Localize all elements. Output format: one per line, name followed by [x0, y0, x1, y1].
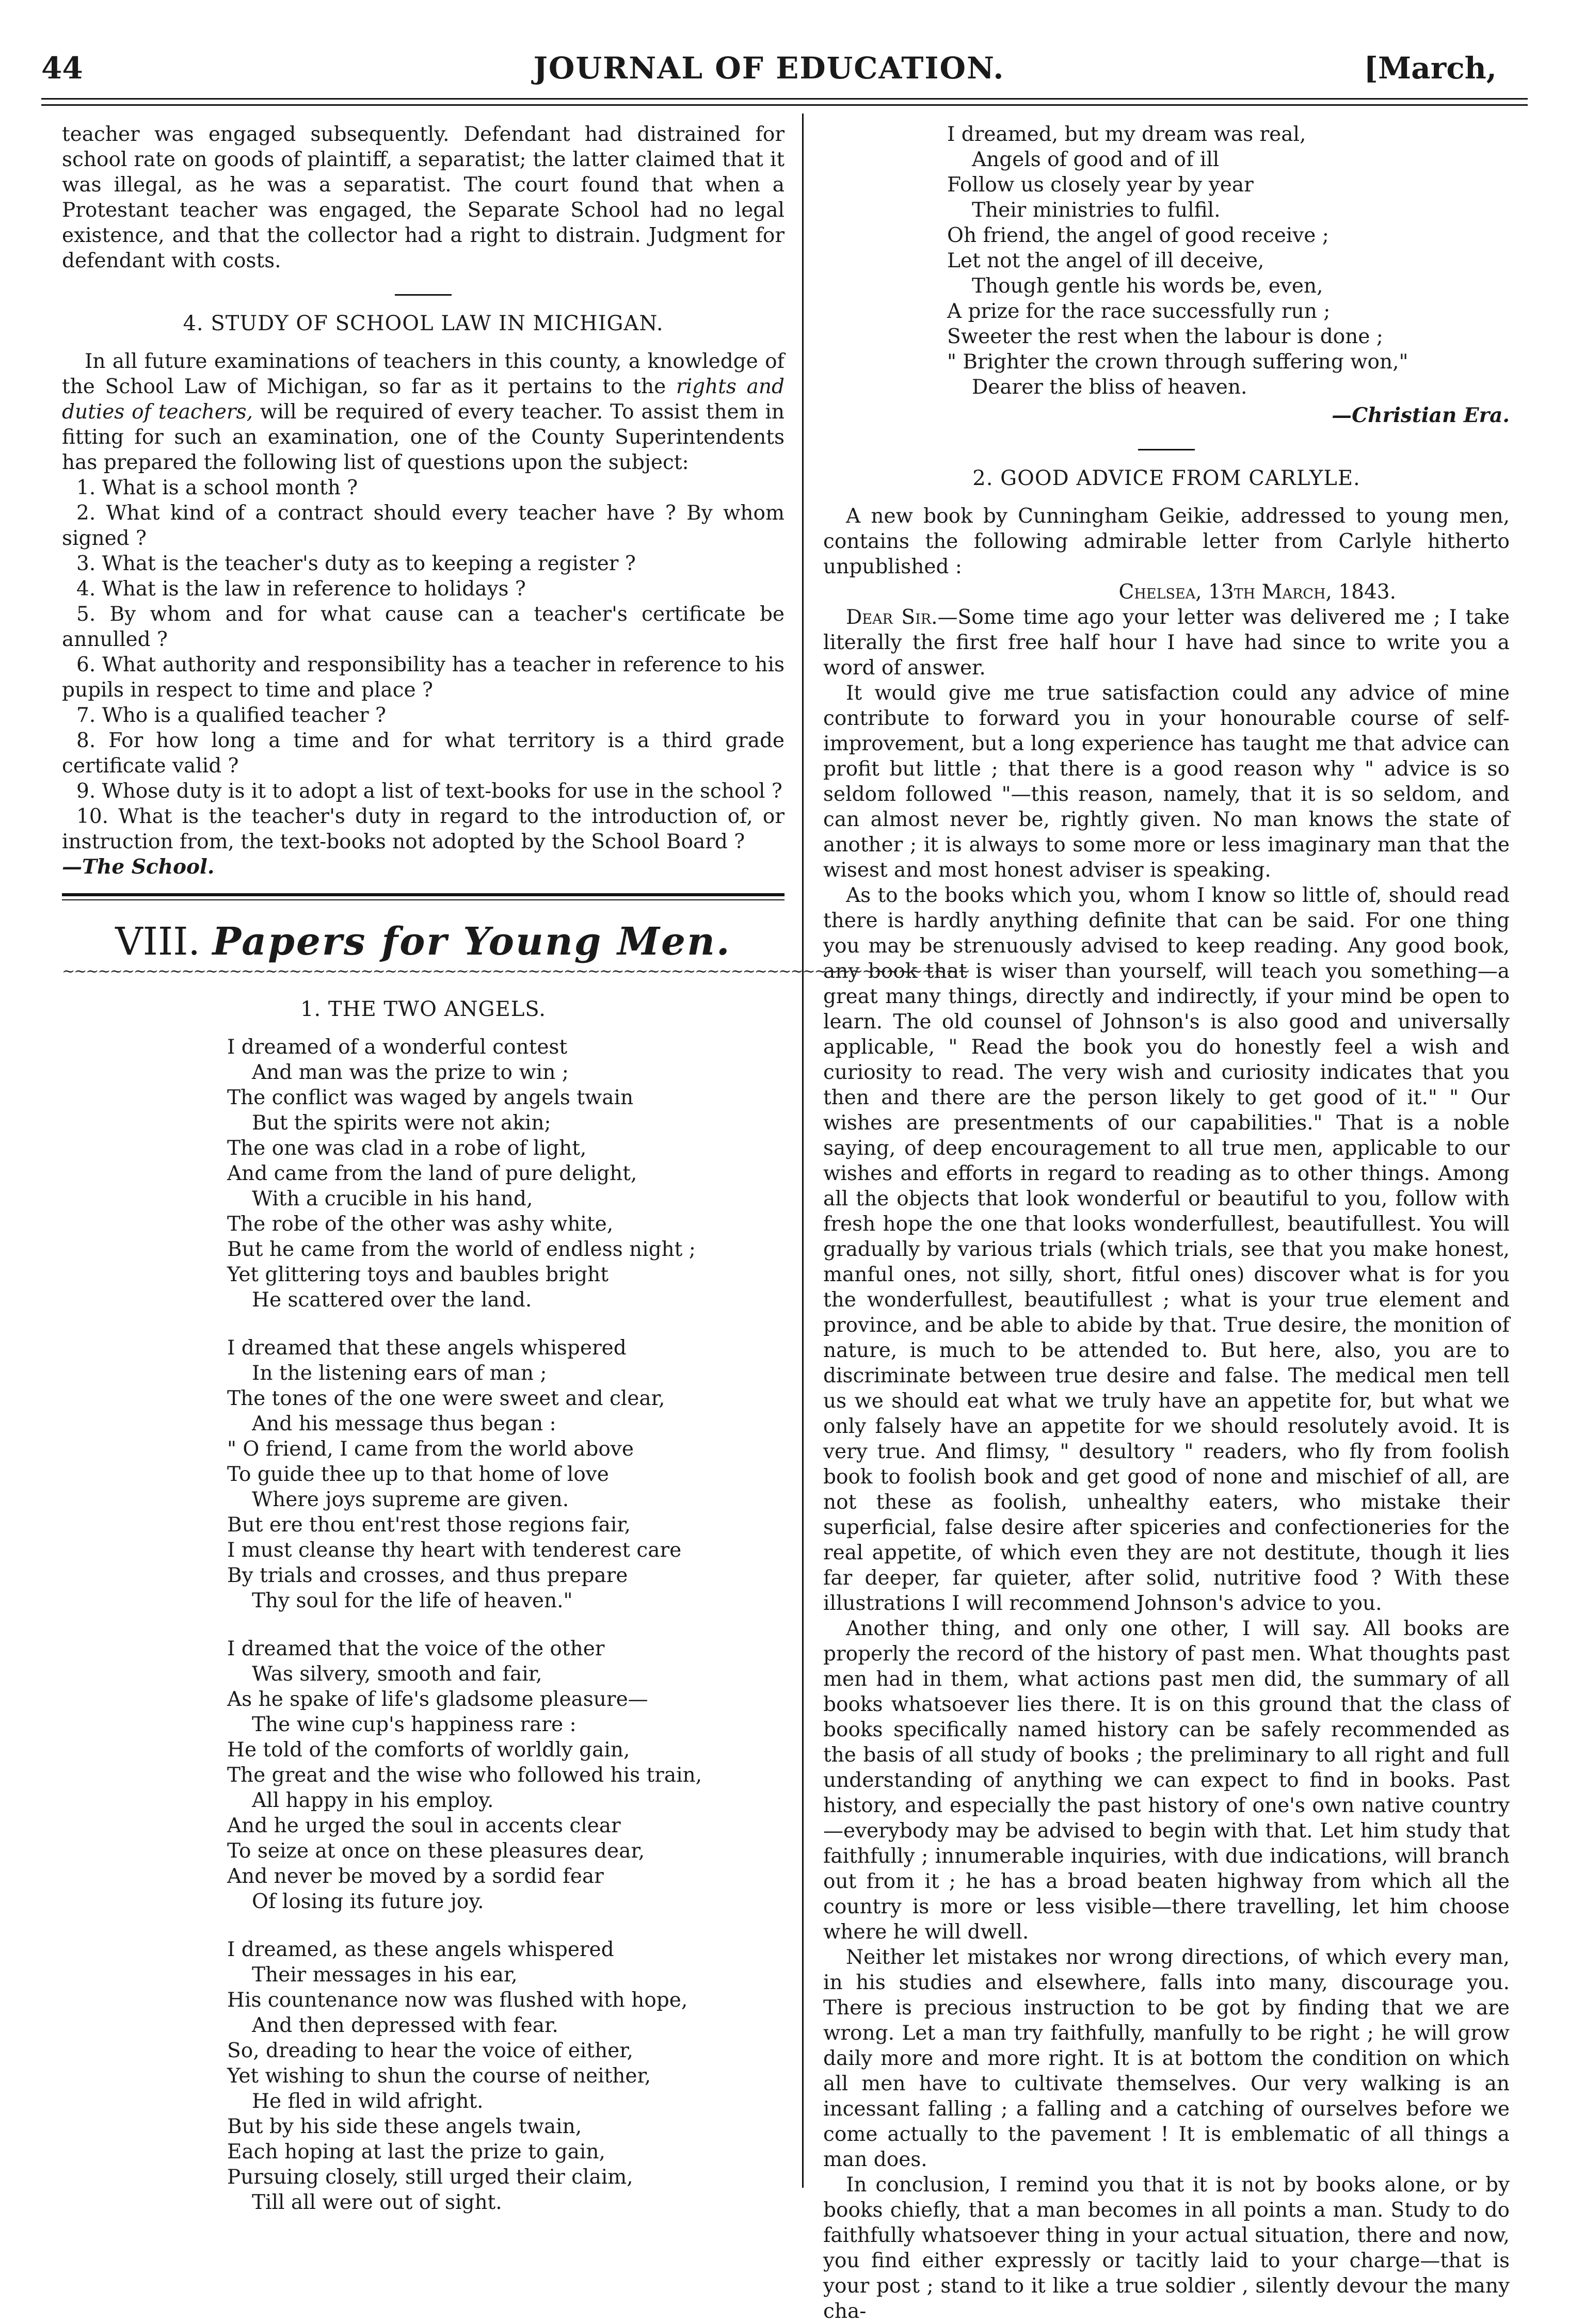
ornamental-divider: ~~~~~~~~~~~~~~~~~~~~~~~~~~~~~~~~~~~~~~~~~~~~~~~~~~~~~~~~~~~~~~~~~~~~~~~~~~~~ — [62, 962, 970, 980]
poem-line: And his message thus began : — [252, 1412, 556, 1435]
question-item: 8. For how long a time and for what territory is a third grade certificate valid ? — [62, 729, 784, 778]
poem-line: The tones of the one were sweet and clear, — [227, 1387, 665, 1410]
section-heading-school-law: 4. STUDY OF SCHOOL LAW IN MICHIGAN. — [183, 312, 664, 335]
poem-line: The conflict was waged by angels twain — [227, 1086, 634, 1109]
poem-line: And never be moved by a sordid fear — [227, 1865, 604, 1888]
poem-line: He told of the comforts of worldly gain, — [227, 1738, 630, 1762]
poem-line: Where joys supreme are given. — [252, 1488, 569, 1511]
poem-line: Till all were out of sight. — [252, 2191, 502, 2214]
poem-stanza — [227, 1937, 784, 2215]
poem-line: Their messages in his ear, — [252, 1963, 518, 1987]
poem-stanza — [227, 1035, 784, 1313]
question-item: 10. What is the teacher's duty in regard to the introduction of, or instruction from, the text-books not adopted by the School Board ? — [62, 805, 784, 853]
journal-title: JOURNAL OF EDUCATION. — [533, 51, 1005, 86]
poem-line: And came from the land of pure delight, — [227, 1162, 637, 1185]
letter-opening: —Some time ago your letter was delivered me ; I take literally the first free half hour I have had since to write you a word of answer. — [823, 606, 1510, 680]
poem-line: To guide thee up to that home of love — [227, 1463, 609, 1486]
intro-text-b: will be required of every teacher. To assist them in fitting for such an examination, one of the County Superintendents has prepared the following list of questions upon the subject: — [62, 400, 784, 474]
part-title: Papers for Young Men. — [212, 919, 731, 964]
poem-line: Though gentle his words be, even, — [972, 275, 1323, 298]
poem-source: —Christian Era. — [1332, 404, 1510, 427]
question-item: 3. What is the teacher's duty as to keeping a register ? — [76, 552, 636, 575]
question-item: 7. Who is a qualified teacher ? — [76, 704, 386, 727]
poem-line: All happy in his employ. — [252, 1789, 494, 1812]
part-numeral: VIII. — [115, 919, 200, 964]
letter-dateline: Chelsea, 13th March, 1843. — [1118, 580, 1396, 604]
question-item: 6. What authority and responsibility has a teacher in reference to his pupils in respect to time and place ? — [62, 653, 784, 702]
intro-text-a: In all future examinations of teachers in this county, a knowledge of the School Law of Michigan, so far as it pertains to the — [62, 350, 784, 398]
poem-line: But ere thou ent'rest those regions fair, — [227, 1513, 631, 1537]
poem-line: I dreamed, as these angels whispered — [227, 1938, 614, 1961]
poem-line: Oh friend, the angel of good receive ; — [947, 224, 1329, 247]
poem-line: " Brighter the crown through suffering won," — [947, 350, 1408, 374]
right-column — [823, 122, 1510, 2324]
question-item: 4. What is the law in reference to holidays ? — [76, 577, 526, 601]
page-number: 44 — [41, 51, 83, 86]
letter-salutation: Dear Sir. — [846, 606, 938, 629]
poem-two-angels-end — [947, 122, 1510, 400]
poem-line: And man was the prize to win ; — [252, 1061, 569, 1084]
poem-line: And he urged the soul in accents clear — [227, 1814, 621, 1837]
poem-line: The robe of the other was ashy white, — [227, 1213, 614, 1236]
school-law-intro — [62, 349, 784, 475]
poem-line: Yet wishing to shun the course of neither, — [227, 2064, 651, 2088]
part-rule-thick — [62, 893, 784, 896]
letter-paragraph: Neither let mistakes nor wrong directions, of which every man, in his studies and elsewhere, falls into many, discourage you. There is precious instruction to be got by finding that we are wrong. Let a man try faithfully, manfully to be right ; he will grow daily more and more right. It is at bottom the condition on which all men have to cultivate themselves. Our very walking is an incessant falling ; a falling and a catching of ourselves before we come actually to the pavement ! It is emblematic of all things a man does. — [823, 1946, 1510, 2171]
poem-line: The wine cup's happiness rare : — [252, 1713, 577, 1736]
poem-line: In the listening ears of man ; — [252, 1362, 547, 1385]
section-separator — [1138, 449, 1195, 450]
poem-line: Thy soul for the life of heaven." — [252, 1589, 573, 1612]
poem-line: Sweeter the rest when the labour is done ; — [947, 325, 1383, 348]
section-heading-carlyle: 2. GOOD ADVICE FROM CARLYLE. — [972, 466, 1360, 490]
poem-line: I dreamed of a wonderful contest — [227, 1036, 568, 1059]
poem-line: I dreamed that the voice of the other — [227, 1637, 605, 1660]
question-item: 2. What kind of a contract should every teacher have ? By whom signed ? — [62, 502, 784, 550]
poem-line: " O friend, I came from the world above — [227, 1438, 634, 1461]
letter-paragraph: Another thing, and only one other, I will say. All books are properly the record of the history of past men. What thoughts past men had in them, what actions past men did, the summary of all books whatsoever lies there. It is on this ground that the class of books specifically named history can be safely recommended as the basis of all study of books ; the preliminary to all right and full understanding of anything we can expect to find in books. Past history, and especially the past history of one's own native country—everybody may be advised to begin with that. Let him study that faithfully ; innumerable inquiries, with due indications, will branch out from it ; he has a broad beaten highway from which all the country is more or less visible—there travelling, let him choose where he will dwell. — [823, 1617, 1510, 1944]
part-heading — [62, 919, 784, 964]
poem-line: Their ministries to fulfil. — [972, 199, 1221, 222]
poem-line: So, dreading to hear the voice of either, — [227, 2039, 633, 2062]
letter-paragraph: As to the books which you, whom I know so little of, should read there is hardly anything definite that can be said. For one thing you may be strenuously advised to keep reading. Any good book, any book that is wiser than yourself, will teach you something—a great many things, directly and indirectly, if your mind be open to learn. The old counsel of Johnson's is also good and universally applicable, " Read the book you do honestly feel a wish and curiosity to read. The very wish and curiosity indicates that you then and there are the person likely to get good of it." " Our wishes are presentments of our capabilities." That is a noble saying, of deep encouragement to all true men, applicable to our wishes and efforts in regard to reading as to other things. Among all the objects that look wonderful or beautiful to you, follow with fresh hope the one that looks wonderfullest, beautifullest. You will gradually by various trials (which trials, see that you make honest, manful ones, not silly, short, fitful ones) discover what is for you the wonderfullest, beautifullest ; what is your true element and province, and be able to abide by that. True desire, the monition of nature, is much to be attended to. But here, also, you are to discriminate between true desire and false. The medical men tell us we should eat what we truly have an appetite for, but what we only falsely have an appetite for we should resolutely avoid. It is very true. And flimsy, " desultory " readers, who fly from foolish book to foolish book and get good of none and mischief of all, are not these as foolish, unhealthy eaters, who mistake their superficial, false desire after spiceries and confectioneries for the real appetite, of which even they are not destitute, though it lies far deeper, far quieter, after solid, nutritive food ? With these illustrations I will recommend Johnson's advice to you. — [823, 884, 1510, 1615]
letter-paragraph: In conclusion, I remind you that it is not by books alone, or by books chiefly, that a man becomes in all points a man. Study to do faithfully whatsoever thing in your actual situation, there and now, you find either expressly or tacitly laid to your charge—that is your post ; stand to it like a true soldier , silently devour the many cha- — [823, 2173, 1510, 2323]
header-rule — [41, 98, 1528, 100]
letter-paragraph — [823, 605, 1510, 681]
poem-line: I must cleanse thy heart with tenderest care — [227, 1539, 682, 1562]
running-header — [41, 45, 1497, 97]
question-item: 5. By whom and for what cause can a teacher's certificate be annulled ? — [62, 603, 784, 651]
poem-line: But he came from the world of endless night ; — [227, 1238, 696, 1261]
poem-line: But by his side these angels twain, — [227, 2115, 582, 2138]
poem-line: To seize at once on these pleasures dear, — [227, 1839, 645, 1863]
poem-line: I dreamed, but my dream was real, — [947, 123, 1306, 146]
poem-line: Dearer the bliss of heaven. — [972, 376, 1247, 399]
poem-two-angels — [227, 1035, 784, 2215]
poem-stanza — [227, 1335, 784, 1613]
poem-line: His countenance now was flushed with hope, — [227, 1989, 688, 2012]
poem-line: Of losing its future joy. — [252, 1890, 484, 1913]
poem-line: As he spake of life's gladsome pleasure— — [227, 1688, 648, 1711]
poem-line: Was silvery, smooth and fair, — [252, 1663, 542, 1686]
poem-line: He scattered over the land. — [252, 1288, 532, 1312]
poem-line: Let not the angel of ill deceive, — [947, 249, 1264, 272]
poem-line: Pursuing closely, still urged their claim, — [227, 2166, 633, 2189]
poem-heading: 1. THE TWO ANGELS. — [300, 997, 546, 1021]
poem-line: By trials and crosses, and thus prepare — [227, 1564, 628, 1587]
column-divider — [802, 114, 804, 2188]
question-item: 9. Whose duty is it to adopt a list of text-books for use in the school ? — [76, 780, 782, 803]
poem-line: The one was clad in a robe of light, — [227, 1137, 587, 1160]
letter-paragraph: It would give me true satisfaction could any advice of mine contribute to forward you in your honourable course of self-improvement, but a long experience has taught me that advice can profit but little ; that there is a good reason why " advice is so seldom followed "—this reason, namely, that it is so seldom, and can almost never be, rightly given. No man knows the state of another ; it is always to some more or less imaginary man that the wisest and most honest adviser is speaking. — [823, 682, 1510, 882]
poem-line: He fled in wild afright. — [252, 2090, 484, 2113]
poem-line: Each hoping at last the prize to gain, — [227, 2140, 605, 2164]
carlyle-intro: A new book by Cunningham Geikie, addressed to young men, contains the following admirable letter from Carlyle hitherto unpublished : — [823, 505, 1510, 578]
intro-italic: rights and duties of teachers, — [62, 375, 784, 424]
part-rule-thin — [62, 899, 784, 900]
running-month: [March, — [1364, 51, 1497, 86]
poem-line: Yet glittering toys and baubles bright — [227, 1263, 609, 1286]
poem-line: Angels of good and of ill — [972, 148, 1220, 171]
section-separator — [395, 294, 452, 296]
header-rule-secondary — [41, 104, 1528, 106]
question-item: 1. What is a school month ? — [76, 476, 358, 499]
poem-line: But the spirits were not akin; — [252, 1111, 551, 1135]
source-attribution: —The School. — [62, 855, 215, 879]
question-list — [62, 475, 784, 854]
poem-line: A prize for the race successfully run ; — [947, 300, 1331, 323]
poem-line: The great and the wise who followed his train, — [227, 1764, 702, 1787]
poem-line: Follow us closely year by year — [947, 173, 1254, 197]
poem-line: I dreamed that these angels whispered — [227, 1336, 627, 1360]
poem-stanza — [227, 1636, 784, 1914]
poem-line: With a crucible in his hand, — [252, 1187, 533, 1211]
continuation-paragraph: teacher was engaged subsequently. Defendant had distrained for school rate on goods of plaintiff, a separatist; the latter claimed that it was illegal, as he was a separatist. The court found that when a Protestant teacher was engaged, the Separate School had no legal existence, and that the collector had a right to distrain. Judgment for defendant with costs. — [62, 123, 784, 272]
poem-line: And then depressed with fear. — [252, 2014, 558, 2037]
